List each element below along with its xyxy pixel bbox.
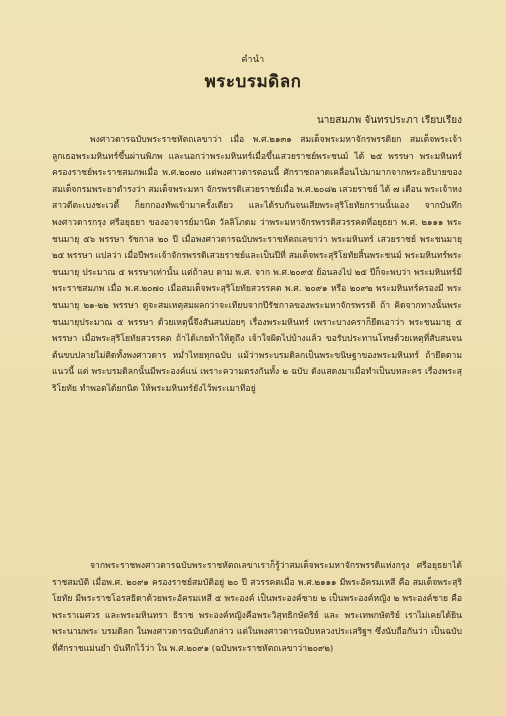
- document-title: พระบรมดิลก: [204, 72, 302, 92]
- body-paragraph-1: พงศาวดารฉบับพระราชหัตถเลขาว่า เมื่อ พ.ศ.๒๑๓๑ สมเด็จพระมหาจักรพรรดิยก สมเด็จพระเจ้าลูกเธอพระมหินทร์ขึ้นผ่านพิภพ และนอกว่าพระมหินทร์เมื่อขึ้นเสวยราชย์พระชนม์ ได้ ๒๕ พรรษา พระมหินทร์ครองราชย์พระราชสมภพเมื่อ พ.ศ.๒๐๗๐ แต่พงศาวดารตอนนี้ ศักราชถลาดเคลื่อนไปมามากจากพระอธิบายของสมเด็จกรมพระยาดำรงว่า สมเด็จพระมหา จักรพรรดิเสวยราชย์เมื่อ พ.ศ.๒๐๘๒ เสวยราชย์ ได้ ๗ เดือน พระเจ้าหงสาวดีตะเบงชะเวตี้ ก็ยกกองทัพเข้ามาครั้งเดียว และได้รบกันจนเสียพระสุริโยทัยกรานนั้นเอง จากบันทึกพงศาวดารกรุง ศรีอยุธยา ของอาจารย์มานิต วัลลิโภดม ว่าพระมหาจักรพรรดิสวรรคตที่อยุธยา พ.ศ. ๒๑๑๑ พระชนมายุ ๕๖ พรรษา รัชกาล ๒๐ ปี เมื่อพงศาวดารฉบับพระราชหัตถเลขาว่า พระมหินทร์ เสวยราชย์ พระชนมายุ ๒๕ พรรษา แปลว่า เมื่อปีพระเจ้าจักรพรรดิเสวยราชย์และเป็นปีที่ สมเด็จพระสุริโยทัยสิ้นพระชนม์ พระมหินทร์พระชนมายุ ประมาณ ๕ พรรษาเท่านั้น แต่ถ้าลบ ตาม พ.ศ. จาก พ.ศ.๒๐๙๕ ย้อนลงไป ๒๕ ปีก็จะพบว่า พระมหินทร์มีพระราชสมภพ เมื่อ พ.ศ.๒๐๗๐ เมื่อสมเด็จพระสุริโยทัยสวรรคต พ.ศ. ๒๐๙๑ หรือ ๒๐๙๒ พระมหินทร์ครองมี พระชนมายุ ๒๑-๒๒ พรรษา ดูจะสมเหตุสมผลกว่าจะเทียบจากปีรัชกาลของพระมหาจักรพรรดิ ถ้า คิดจากทางนั้นพระชนมายุประมาณ ๕ พรรษา ด้วยเหตุนี้จึงสันสนบ่อยๆ เรื่องพระมหินทร์ เพราะบางคราก็ยึดเอาว่า พระชนมายุ ๕ พรรษา เมื่อพระสุริโยทัยสวรรคต ถ้าได้เกยท้าให้ดูถึง เจ้าใจผิดไปบ้างแล้ว ขอรับประทานโทษด้วยเหตุที่สับสนจนต้นขบปลายไม่ติดทั้งพงศาวดาร หม่ำไทยทุกฉบับ แม้ว่าพระบรมดิลกเป็นพระขนิษฐาของพระมหินทร์ ถ้ายึดตามแนวนี้ แต่ พระบรมดิลกนั้นมีพระองค์แน่ เพราะความตรงกันทั้ง ๒ ฉบับ ดังแสดงมาเมื่อทำเป็นบทละคร เรื่องพระสุริโยทัย ทำพอตได้ยกนิด ให้พระมหินทร์ยังไว้พระเมาทีอยู่: [52, 135, 463, 394]
- section-heading: คำนำ: [241, 55, 265, 65]
- author-credit: นายสมภพ จันทรประภา เรียบเรียง: [316, 115, 462, 126]
- body-paragraph-2: จากพระราชพงศาวดารฉบับพระราชหัตถเลขาเราก็รู้ว่าสมเด็จพระมหาจักรพรรดิแห่งกรุง ศรีอยุธยาได้ราชสมบัติ เมื่อพ.ศ. ๒๐๙๑ ครองราชย์สมบัติอยู่ ๒๐ ปี สวรรคตเมื่อ พ.ศ.๒๑๑๑ มีพระอัครมเหสี คือ สมเด็จพระสุริโยทัย มีพระราชโอรสธิดาด้วยพระอัครมเหสี ๕ พระองค์ เป็นพระองค์ชาย ๒ เป็นพระองค์หญิง ๒ พระองค์ชาย คือ พระราเมศวร และพระมหินทรา ธิราช พระองค์หญิงคือพระวิสุทธิกษัตริย์ และ พระเทพกษัตริย์ เราไม่เคยได้ยินพระนามพระ บรมดิลก ในพงศาวดารฉบับดังกล่าว แต่ในพงศาวดารฉบับหลวงประเสริฐฯ ซึ่งนับถือกันว่า เป็นฉบับที่ศักราชแม่นยำ บันทึกไว้ว่า ใน พ.ศ.๒๐๙๑ (ฉบับพระราชหัตถเลขาว่า๒๐๙๒): [52, 561, 462, 654]
